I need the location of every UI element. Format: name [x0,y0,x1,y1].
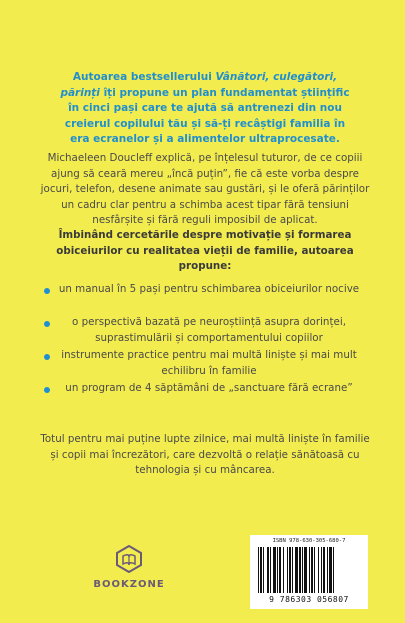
isbn-text: ISBN 978-630-305-680-7 [272,538,346,544]
bullet-dot-icon [44,288,50,294]
bullet-dot-icon [44,354,50,360]
closing-paragraph: Totul pentru mai puține lupte zilnice, mai multă liniște în familie și copii mai încrezători, care dezvoltă o relație sănătoasă cu tehnologia și cu mâncarea. [40,433,370,476]
barcode-bars [258,547,360,595]
ean-number: 9 786303 056807 [269,595,349,604]
description-paragraph: Michaeleen Doucleff explică, pe înțelesul tuturor, de ce copiii ajung să ceară mereu „încă puțin”, fie că este vorba despre jocuri, telefon, desene animate sau gustări, și le oferă părinților un cadru clar pentru a schimba acest tipar fără tensiuni nesfârșite și fără reguli imposibil de aplicat. [40,152,370,226]
bullet-text: un manual în 5 pași pentru schimbarea obiceiurilor nocive [58,283,360,295]
list-item [40,315,370,346]
publisher-logo [84,544,174,590]
barcode [250,535,368,609]
bullet-heading: Îmbinând cercetările despre motivație și formarea obiceiurilor cu realitatea vieții de familie, autoarea propune: [56,229,354,272]
list-item [40,381,370,397]
bullet-dot-icon [44,387,50,393]
book-title: Vânători, culegători, părinți [60,71,338,99]
bullet-text: o perspectivă bazată pe neuroștiință asupra dorinței, suprastimulării și comportamentului copiilor [72,316,346,344]
book-heart-icon [114,544,144,574]
intro-blurb [60,70,350,148]
list-item [40,348,370,379]
publisher-name: BOOKZONE [93,579,165,590]
bullet-text: un program de 4 săptămâni de „sanctuare fără ecrane” [65,382,353,394]
intro-prefix: Autoarea bestsellerului [72,71,216,83]
bullet-text: instrumente practice pentru mai multă liniște și mai mult echilibru în familie [61,349,357,377]
bullet-dot-icon [44,321,50,327]
intro-suffix: îți propune un plan fundamentat științific în cinci pași care te ajută să antrenezi din nou creierul copilului tău și să-ți recâștigi familia în era ecranelor și a alimentelor ultraprocesate. [64,86,350,145]
list-item [40,282,370,298]
